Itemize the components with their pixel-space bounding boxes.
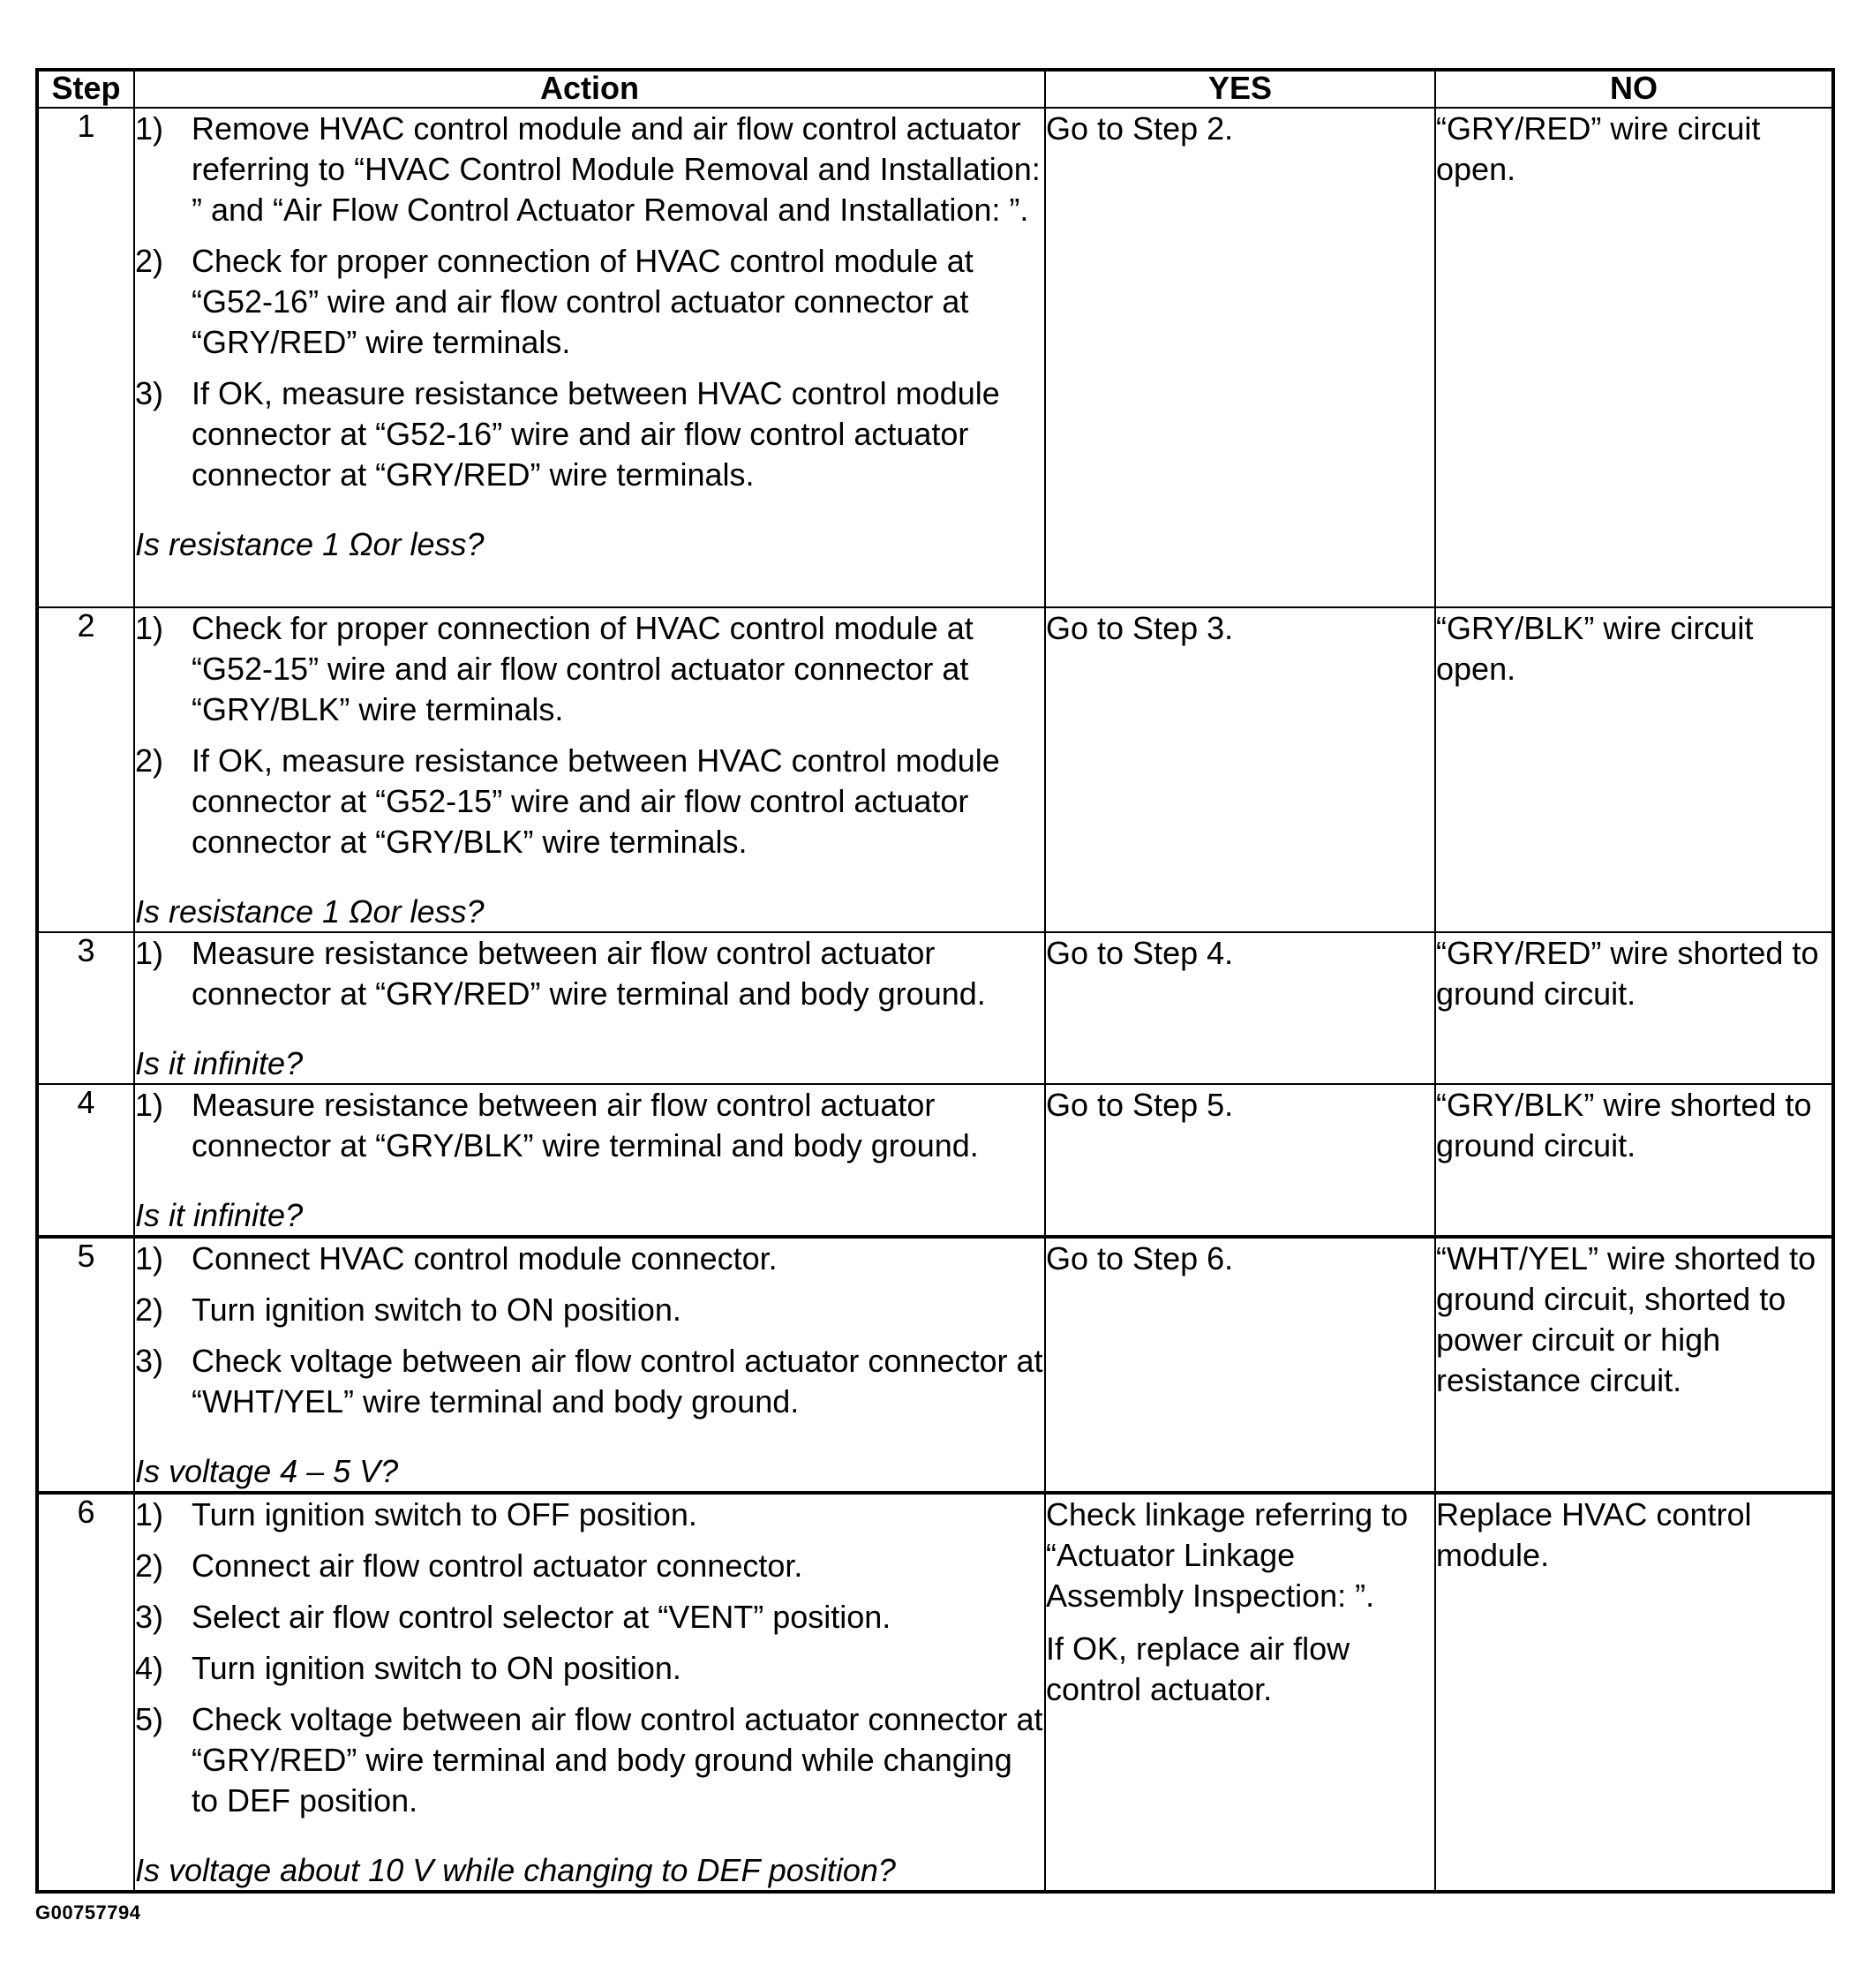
action-substeps <box>135 608 1044 862</box>
yes-cell <box>1045 1084 1435 1237</box>
yes-cell <box>1045 932 1435 1084</box>
action-cell <box>134 108 1045 607</box>
action-cell <box>134 1237 1045 1493</box>
substep-number: 2) <box>135 1291 164 1328</box>
figure-id: G00757794 <box>35 1901 141 1924</box>
substep-text: If OK, measure resistance between HVAC control module connector at “G52-15” wire and air flow control actuator connector at “GRY/BLK” wire terminals. <box>192 742 1000 860</box>
no-cell <box>1435 1493 1833 1892</box>
yes-text: Go to Step 3. <box>1046 610 1234 646</box>
action-substep <box>135 373 1044 495</box>
substep-text: Turn ignition switch to ON position. <box>192 1291 681 1328</box>
step-number: 5 <box>37 1237 134 1493</box>
action-substep <box>135 109 1044 230</box>
substep-text: Select air flow control selector at “VENT” position. <box>192 1599 891 1635</box>
substep-text: Check for proper connection of HVAC control module at “G52-16” wire and air flow control actuator connector at “GRY/RED” wire terminals. <box>192 243 974 360</box>
no-text: Replace HVAC control module. <box>1436 1496 1752 1573</box>
substep-number: 5) <box>135 1701 164 1737</box>
substep-number: 1) <box>135 1496 164 1532</box>
substep-number: 1) <box>135 610 164 646</box>
substep-number: 1) <box>135 1240 164 1276</box>
substep-text: Check for proper connection of HVAC control module at “G52-15” wire and air flow control actuator connector at “GRY/BLK” wire terminals. <box>192 610 974 727</box>
step-number: 3 <box>37 932 134 1084</box>
no-text: “GRY/RED” wire shorted to ground circuit. <box>1436 935 1819 1012</box>
action-substep <box>135 241 1044 363</box>
no-cell <box>1435 108 1833 607</box>
table-body <box>37 108 1833 1892</box>
yes-cell <box>1045 607 1435 932</box>
action-substeps <box>135 933 1044 1014</box>
step-question: Is voltage 4 – 5 V? <box>135 1453 399 1489</box>
substep-number: 3) <box>135 1599 164 1635</box>
yes-cell <box>1045 1493 1435 1892</box>
action-substep <box>135 1085 1044 1166</box>
no-text: “GRY/RED” wire circuit open. <box>1436 110 1761 187</box>
step-number: 1 <box>37 108 134 607</box>
yes-text: Go to Step 4. <box>1046 935 1234 971</box>
substep-text: Turn ignition switch to ON position. <box>192 1650 681 1686</box>
action-substep <box>135 1290 1044 1330</box>
substep-text: Connect HVAC control module connector. <box>192 1240 778 1276</box>
yes-text: Go to Step 5. <box>1046 1087 1234 1123</box>
step-question: Is it infinite? <box>135 1197 304 1233</box>
substep-number: 1) <box>135 110 164 147</box>
table-row <box>37 108 1833 607</box>
header-action: Action <box>134 70 1045 108</box>
no-cell <box>1435 932 1833 1084</box>
yes-cell <box>1045 1237 1435 1493</box>
substep-text: Measure resistance between air flow control actuator connector at “GRY/RED” wire terminal and body ground. <box>192 935 986 1012</box>
substep-number: 3) <box>135 1343 164 1379</box>
yes-text: Go to Step 2. <box>1046 110 1234 147</box>
no-text: “WHT/YEL” wire shorted to ground circuit, shorted to power circuit or high resistance circuit. <box>1436 1240 1816 1398</box>
no-text: “GRY/BLK” wire circuit open. <box>1436 610 1754 687</box>
substep-number: 1) <box>135 1087 164 1123</box>
action-cell <box>134 932 1045 1084</box>
substep-text: Check voltage between air flow control actuator connector at “WHT/YEL” wire terminal and body ground. <box>192 1343 1043 1419</box>
action-substep <box>135 1495 1044 1535</box>
action-substep <box>135 1597 1044 1638</box>
table-row <box>37 1493 1833 1892</box>
substep-number: 2) <box>135 1547 164 1584</box>
substep-text: Check voltage between air flow control actuator connector at “GRY/RED” wire terminal and body ground while changing to DEF position. <box>192 1701 1043 1819</box>
substep-text: Connect air flow control actuator connector. <box>192 1547 803 1584</box>
action-substeps <box>135 1085 1044 1166</box>
step-question: Is it infinite? <box>135 1045 304 1081</box>
step-question: Is voltage about 10 V while changing to DEF position? <box>135 1852 896 1888</box>
yes-cell <box>1045 108 1435 607</box>
table-header-row <box>37 70 1833 108</box>
yes-text: If OK, replace air flow control actuator. <box>1046 1630 1350 1707</box>
header-no: NO <box>1435 70 1833 108</box>
action-substep <box>135 1648 1044 1689</box>
substep-number: 4) <box>135 1650 164 1686</box>
yes-text: Check linkage referring to “Actuator Linkage Assembly Inspection: ”. <box>1046 1496 1409 1614</box>
substep-text: Turn ignition switch to OFF position. <box>192 1496 697 1532</box>
table-row <box>37 1084 1833 1237</box>
action-substep <box>135 1546 1044 1586</box>
action-substep <box>135 741 1044 862</box>
step-number: 4 <box>37 1084 134 1237</box>
action-cell <box>134 607 1045 932</box>
header-yes: YES <box>1045 70 1435 108</box>
substep-number: 2) <box>135 243 164 279</box>
action-substep <box>135 1239 1044 1279</box>
diagnostic-table <box>35 68 1835 1894</box>
substep-number: 1) <box>135 935 164 971</box>
action-cell <box>134 1493 1045 1892</box>
yes-text: Go to Step 6. <box>1046 1240 1234 1276</box>
action-substep <box>135 608 1044 730</box>
no-text: “GRY/BLK” wire shorted to ground circuit. <box>1436 1087 1812 1163</box>
step-question: Is resistance 1 Ωor less? <box>135 526 485 562</box>
no-cell <box>1435 607 1833 932</box>
step-number: 2 <box>37 607 134 932</box>
action-substep <box>135 1341 1044 1422</box>
substep-text: Measure resistance between air flow control actuator connector at “GRY/BLK” wire terminal and body ground. <box>192 1087 979 1163</box>
action-substep <box>135 933 1044 1014</box>
substep-number: 2) <box>135 742 164 779</box>
action-substep <box>135 1699 1044 1821</box>
table-row <box>37 932 1833 1084</box>
header-step: Step <box>37 70 134 108</box>
action-substeps <box>135 1239 1044 1422</box>
no-cell <box>1435 1237 1833 1493</box>
action-cell <box>134 1084 1045 1237</box>
step-question: Is resistance 1 Ωor less? <box>135 893 485 930</box>
action-substeps <box>135 109 1044 495</box>
substep-text: Remove HVAC control module and air flow control actuator referring to “HVAC Control Module Removal and Installation: ” and “Air Flow Control Actuator Removal and Installation: ”. <box>192 110 1041 228</box>
action-substeps <box>135 1495 1044 1821</box>
table-row <box>37 1237 1833 1493</box>
step-number: 6 <box>37 1493 134 1892</box>
table-row <box>37 607 1833 932</box>
substep-text: If OK, measure resistance between HVAC control module connector at “G52-16” wire and air flow control actuator connector at “GRY/RED” wire terminals. <box>192 375 1000 493</box>
substep-number: 3) <box>135 375 164 411</box>
no-cell <box>1435 1084 1833 1237</box>
